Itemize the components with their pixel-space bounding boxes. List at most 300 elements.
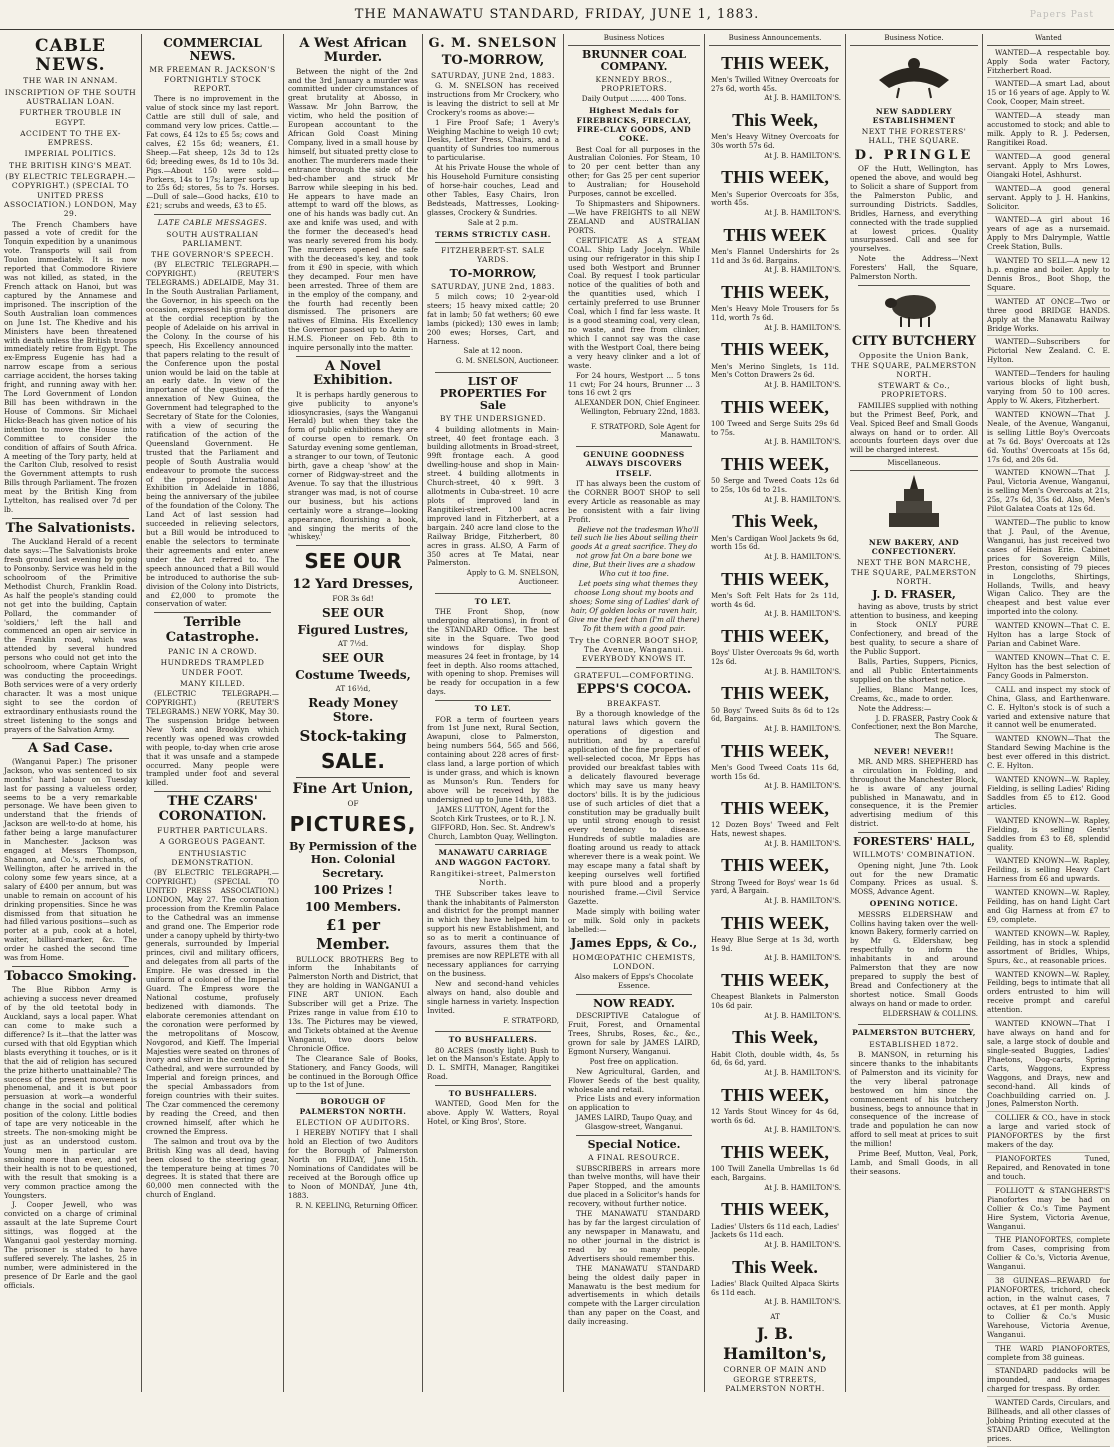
article-body: The French Chambers have passed a vote of credit for the Tonquin expedition by a unanimous vote. Transports will sail from Toulon immediately. It is now reported that Commodore Riviere was not killed, as stated, in the French attack on Hanoi, but was captured by the Annamese and imprisoned. The inscription of the South Australian loan commences on June 1st. The Khedive and his Ministers have been threatened with death unless the British troops immediately retire from Egypt. The ex-Empress Eugenie has had a narrow escape from a serious carriage accident, the horses taking fright, and running away with her. The Lord Government of London Bill has been withdrawn in the House of Commons. Sir Michael Hicks-Beach has given notice of his intention to move the House into Committee to consider the condition of affairs of South Africa. A meeting of the Tory party, held at the Carlton Club, resolved to resist the Government attempts to rush Bills through Parliament. The frozen meat by the British King from Lyttelton, has realised over 7d per lb. [4, 219, 137, 515]
this-week-item: Men's Good Tweed Coats 11s 6d, worth 15s 6d. [711, 763, 839, 781]
subhead: MR FREEMAN R. JACKSON'S FORTNIGHTLY STOCK REPORT. [149, 65, 276, 93]
this-week-attribution: At J. B. HAMILTON'S. [764, 1183, 841, 1192]
this-week-heading: THIS WEEK, [721, 1084, 829, 1105]
wanted-notice: WANTED—A respectable boy. Apply Soda water Factory, Fitzherbert Road. [987, 48, 1110, 79]
wanted-notice: WANTED AT ONCE—Two or three good BRIDGE HANDS. Apply at the Manawatu Railway Bridge Works. [987, 297, 1110, 337]
divider [12, 518, 129, 519]
ad-line: SEE OUR [304, 549, 402, 574]
ad-body: G. M. SNELSON has received instructions from Mr Crockery, who is leaving the district to sell at Mr Crockery's rooms as above:— [427, 80, 559, 117]
divider [576, 667, 692, 668]
subhead: A GORGEOUS PAGEANT. [159, 837, 266, 847]
wanted-notice: WANTED KNOWN—W. Rapley, Fielding, is selling Gents' Saddles from £3 to £8, splendid quality. [987, 816, 1110, 856]
divider [576, 994, 692, 995]
divider [154, 791, 271, 792]
section-title: COMMERCIAL NEWS. [163, 36, 262, 64]
wanted-notice: WANTED Cards, Circulars, and Billheads, and all other classes of Jobbing Printing executed at the STANDARD Office, Wellington prices. [987, 1398, 1110, 1447]
this-week-item: 50 Serge and Tweed Coats 12s 6d to 25s, 10s 6d to 21s. [711, 477, 839, 494]
subhead: ENTHUSIASTIC DEMONSTRATION. [171, 848, 254, 867]
ad-poem: Believe not the tradesman Who'll tell such lie lies About selling their goods At a great sacrifice. They do not grow fat On a bare bone we dine, But their lives are a shadow Who cut it too fine. [570, 524, 699, 579]
ad-line: ESTABLISHED 1872. [869, 1039, 959, 1049]
ad-title: FORESTERS' HALL, [853, 835, 975, 849]
ad-line: Highest Medals for FIREBRICKS, FIRECLAY, FIRE-CLAY GOODS, AND COKE. [576, 106, 692, 144]
ad-line: PICTURES, [289, 811, 417, 836]
this-week-attribution: At J. B. HAMILTON'S. [764, 1240, 841, 1249]
ad-line: By Permission of the Hon. Colonial Secretary. [289, 839, 417, 880]
ad-body: 5 milch cows; 10 2-year-old steers; 15 heavy mixed cattle; 20 fat in lamb; 50 fat wethers; 60 ewe lambs (picked); 130 ewes in lamb; 200 ewes; Horses, Cart, and Harness. [427, 291, 559, 346]
this-week-item: Boys' Ulster Overcoats 9s 6d, worth 12s 6d. [711, 649, 839, 666]
divider [435, 242, 551, 243]
article-body: (BY ELECTRIC TELEGRAPH.—COPYRIGHT.) (REUTER'S TELEGRAMS.) ADELAIDE, May 31. In the South Australian Parliament, the Governor, in his speech on the occasion, expressed his gratification at the cordial reception by the people of Adelaide on his arrival in the Colony. In the course of his speech, His Excellency announced that papers relating to the result of the Conference upon the postal union would be laid on the table at an early date. In view of the importance of the question of the annexation of New Guinea, the Government had telegraphed to the Secretary of State for the Colonies, with a view of securing the ratification of the action of the Queensland Government. He trusted that the Parliament and people of South Australia would endeavour to promote the success of the proposed International Exhibition in Adelaide in 1886, being the anniversary of the jubilee of the foundation of the Colony. The Land Act of last session had succeeded in relieving selectors, but a Bill would be introduced to enable the selectors to terminate their agreements and enter anew under the Act referred to. The speech announced that a Bill would be introduced to authorise the sub-division of the Colony into Districts, and £2,000 to promote the conservation of water. [146, 260, 279, 609]
this-week-heading: THIS WEEK, [721, 625, 829, 646]
ad-line: Figured Lustres, [297, 623, 409, 638]
wanted-notice: WANTED—Tenders for hauling various blocks of light bush, varying from 50 to 100 acres. Apply to W. Akers, Fitzherbert. [987, 369, 1110, 409]
subhead: LATE CABLE MESSAGES. [157, 218, 268, 228]
ad-body: The Clearance Sale of Books, Stationery, and Fancy Goods, will be continued in the Borough Office up to the 1st of June. [288, 1053, 418, 1090]
ad-line: NEXT THE FORESTERS' HALL, THE SQUARE. [861, 127, 967, 146]
divider [435, 1085, 551, 1086]
this-week-item: Men's Flannel Undershirts for 2s 11d and 3s 6d. Bargains. [711, 247, 839, 265]
ad-body: New and second-hand vehicles always on hand, also double and single harness in variety. Inspection Invited. [427, 978, 559, 1015]
ad-line: SEE OUR [321, 606, 385, 621]
column-wanted [983, 34, 1114, 1443]
article-title: Terrible Catastrophe. [165, 615, 260, 645]
ad-line: Sale at 2 p.m. [467, 217, 519, 227]
ad-title: EPPS'S COCOA. [576, 681, 692, 697]
ad-body: having as above, trusts by strict attention to business, and keeping in Stock ONLY PURE Confectionery, and bread of the best quality, to secure a share of the Public Support. [850, 602, 978, 657]
ad-body: THE Front Shop, (now undergoing alterations), in front of the STANDARD Office. The best site in the Square. Two good windows for display. Shop measures 24 feet in frontage, by 14 feet in depth. Also rooms attached, with opening to shop. Premises will be ready for occupation in a few days. [427, 607, 559, 697]
wanted-notice: 38 GUINEAS—REWARD for PIANOFORTES, trichord, check action, in the walnut cases, 7 octaves, at £1 per month. Apply to Collier & Co.'s Music Warehouse, Victoria Avenue, Wanganui. [987, 1276, 1110, 1342]
wanted-notice: WANTED TO SELL—A new 12 h.p. engine and boiler. Apply to Dennis Bros., Boot Shop, the Square. [987, 256, 1110, 296]
wanted-notice: WANTED—A smart Lad, about 15 or 16 years of age. Apply to W. Cook, Cooper, Main street. [987, 79, 1110, 110]
masthead-stamp: Papers Past [1029, 10, 1094, 20]
dateline: (BY ELECTRIC TELEGRAPH.—COPYRIGHT.) (SPECIAL TO UNITED PRESS ASSOCIATION.) LONDON, May 29. [4, 172, 137, 219]
this-week-attribution: At J. B. HAMILTON'S. [764, 552, 841, 561]
this-week-item: Men's Soft Felt Hats for 2s 11d, worth 4s 6d. [711, 591, 839, 609]
ad-signature: F. STRATFORD, Sole Agent for Manawatu. [591, 422, 700, 440]
ad-line: SATURDAY, JUNE 2nd, 1883. [431, 70, 555, 80]
this-week-attribution: At J. B. HAMILTON'S. [764, 208, 841, 217]
ad-line: Opposite the Union Bank, THE SQUARE, PALMERSTON NORTH. [851, 351, 977, 379]
ad-line: Rangitikei-street, Palmerston North. [429, 869, 557, 888]
this-week-heading: THIS WEEK, [721, 281, 829, 302]
ad-title: NEW SADDLERY ESTABLISHMENT [872, 106, 956, 125]
ad-body: FAMILIES supplied with nothing but the Primest Beef, Pork, and Veal. Spiced Beef and Small Goods always on hand or to order. All accounts fourteen days over due will be charged interest. [850, 400, 978, 455]
article-body: (BY ELECTRIC TELEGRAPH.—COPYRIGHT.) (SPECIAL TO UNITED PRESS ASSOCIATION.) LONDON, May 27. The coronation procession from the Kremlin Palace to the Cathedral was an immense and grand one. The Emperior rode under a canopy upheld by thirty-two generals, surrounded by Imperial princes, civil and military officers, and delegates from all parts of the Empire. He was dressed in the uniform of a colonel of the Imperial Guard. The Empress wore the National costume, profusely bedizened with diamonds. The elaborate ceremonies attendant on the coronation were performed by the metropolitans of Moscow, Novgorod, and Kieff. The Imperial Majesties were seated on thrones of ivory and silver in the centre of the Cathedral, and were surrounded by Imperial and foreign princes, and the special Ambassadors from foreign countries with their suites. The Czar commenced the ceremony by reading the Creed, and then crowned himself, after which he crowned the Empress. [146, 868, 279, 1136]
divider [576, 446, 692, 447]
column-cable-news [0, 34, 141, 1390]
ad-line: Fine Art Union, [292, 780, 414, 797]
this-week-heading: THIS WEEK, [721, 797, 829, 818]
divider [435, 593, 551, 594]
wanted-notice: WANTED KNOWN—W. Rapley, Feilding, has in stock a splendid assortment of Bridles, Whips, Spurs, &c., at reasonable prices. [987, 929, 1110, 969]
ad-line: AT 16½d, [335, 683, 371, 693]
column-business-notices [564, 34, 704, 1390]
ad-body: For 24 hours, Westport ... 5 tons 11 cwt; For 24 hours, Brunner ... 3 tons 16 cwt 2 qrs [568, 370, 700, 398]
ad-signature: J. D. FRASER, Pastry Cook & Confectioner, next the Bon Marche, The Square. [851, 714, 978, 740]
wanted-notice: THE WARD PIANOFORTES, complete from 38 guineas. [987, 1344, 1110, 1366]
ad-signature: JAMES LUTTON, Agent for the Scotch Kirk Trustees, or to R. J. N. GIFFORD, Hon. Sec. St. Andrew's Church, Lambton Quay, Wellington. [428, 804, 558, 841]
subhead: MANY KILLED. [179, 678, 246, 688]
section-title: CABLE NEWS. [35, 36, 106, 75]
ad-title: D. PRINGLE [854, 147, 974, 163]
subhead: HUNDREDS TRAMPLED UNDER FOOT. [160, 658, 265, 677]
this-week-attribution: At J. B. HAMILTON'S. [764, 151, 841, 160]
ad-body: 80 ACRES (mostly light) Bush to let on the Manson's Estate. Apply to D. L. SMITH, Manager, Rangitikei Road. [427, 1045, 559, 1082]
ad-line: AT 7½d. [337, 638, 369, 648]
wanted-notice: WANTED KNOWN—That I have always on hand and for sale, a large stock of double and single-seated Buggies, Ladies' Phaetons, Dog-carts, Spring Carts, Waggons, Express Waggons, and Drays, new and second-hand. All kinds of Coachbuilding carried on. J. Jones, Palmerston North. [987, 1019, 1110, 1112]
this-week-attribution: At J. B. HAMILTON'S. [764, 266, 841, 275]
article-body: There is no improvement in the value of stock since my last report. Cattle are still dull of sale, and command very low prices. Cattle.—Fat cows, £4 12s to £5 5s; cows and calves, £2 15s 6d; weaners, £1. Sheep.—Fat sheep, 12s 3d to 12s 6d; breeding ewes, 8s 1d to 10s 3d. Pigs.—About 150 were sold—Porkers, 14s to 17s; larger sorts up to 25s 6d; stores, 5s to 7s. Horses.—Dull of sale—Good hacks, £10 to £21; scrubs and weeds, £3 to £5. [146, 94, 279, 211]
this-week-item: 12 Dozen Boys' Tweed and Felt Hats, newest shapes. [711, 821, 839, 838]
divider [12, 966, 129, 967]
auctioneer-name: G. M. SNELSON [428, 36, 558, 51]
column-snelson [423, 34, 563, 1390]
divider [296, 356, 410, 357]
ad-line: Sale at 12 noon. [463, 346, 523, 356]
article-title: A Novel Exhibition. [313, 359, 393, 389]
wanted-notice: FOLLIOTT & STANGHERST'S Pianofortes may be had on Collier & Co.'s Time Payment Hire System, Victoria Avenue, Wanganui. [987, 1186, 1110, 1235]
ad-line: WILLMOTS' COMBINATION. [852, 850, 976, 860]
ad-body: Best Coal for all purposes in the Australian Colonies. For Steam, 10 to 20 per cent better than any other; for Gas 25 per cent superior to Australian; for Household Purposes, cannot be excelled. [568, 144, 700, 199]
ad-line: SATURDAY, JUNE 2nd, 1883. [431, 281, 555, 291]
ad-line: OF [347, 799, 359, 809]
article-body: Between the night of the 2nd and the 3rd January a murder was committed under circumstances of great brutality at Abosso, in Wassaw. Mr John Barrow, the victim, who held the position of European accountant to the African Gold Coast Mining Company, lived in a small house by himself, but situated pretty close to another. The murderers made their entrance through the side of the bed-chamber and struck Mr Barrow while sleeping in his bed. He appears to have made an attempt to ward off the blows, as one of his hands was badly cut. An axe and knife was used, and with the former the deceased's head was nearly severed from his body. The murderers opened the safe with the deceased's key, and took from it £90 in specie, with which they decamped. Four men have been arrested. Three of them are in the employ of the company, and the fourth had recently been dismissed. The prisoners are natives of Elmina. His Excellency the Governor passed up to Axim in H.M.S. Pioneer on Feb. 8th to inquire personally into the matter. [288, 66, 418, 353]
this-week-heading: THIS WEEK, [721, 1199, 829, 1220]
ad-body: CERTIFICATE AS A STEAM COAL. Ship Lady Jocelyn. While using our refrigerator in this ship I used both Westport and Brunner Coal. By request I took particular notice of the qualities of both and the quantities used, which I certainly preferred to use Brunner Coal, which I find far less waste. It is a good steaming coal, very clean, no waste, and free from clinker, which I cannot say was the case with the Westport Coal, there being a very heavy clinker and a lot of waste. [568, 235, 700, 370]
this-week-heading: This Week, [732, 1027, 818, 1048]
article-body: It is perhaps hardly generous to give publicity to anyone's idiosyncrasies, (says the Wanganui Herald) but when they take the form of public exhibitions they are of course open to remark. On Saturday evening some gentleman, a stranger to our town, of Teutonic birth, gave a cheap 'show' at the corner of Ridgway-street and the Avenue. To say that the illustrious stranger was mad, is not of course our business, but his actions certainly wore a strange—looking appearance, flourishing a book, and singing the merits of the 'whiskey.' [288, 389, 418, 542]
ad-line: Also makers of Epps's Chocolate Essence. [574, 972, 694, 991]
ad-body: Note the Address—'Next Foresters' Hall, the Square, Palmerston North. [850, 254, 978, 282]
column-caption: Business Notice. [850, 34, 978, 46]
ad-body: OF the Hutt, Wellington, has opened the above, and would beg to Solicit a share of Support from the Palmerston Public, and surrounding Districts. Saddles, Bridles, Harness, and everything connected with the trade supplied at lowest prices. Quality unsurpassed. Call and see for yourselves. [850, 164, 978, 254]
this-week-item: Men's Twilled Witney Overcoats for 27s 6d, worth 45s. [711, 75, 839, 93]
this-week-heading: This Week. [732, 1256, 818, 1277]
ad-body: MESSRS ELDERSHAW and Collins having taken over the well-known Bakery, formerly carried on by Mr G. Eldershaw, beg respectfully to inform the inhabitants in and around Palmerston that they are now prepared to supply the best of Bread and Confectionery at the shortest notice. Small Goods always on hand or made to order. [850, 909, 978, 1008]
this-week-item: Cheapest Blankets in Palmerston 10s 6d pair. [711, 993, 839, 1010]
this-week-heading: THIS WEEK, [721, 855, 829, 876]
this-week-item: Men's Heavy Mole Trousers for 5s 11d, worth 7s 6d. [711, 305, 839, 322]
this-week-item: Strong Tweed for Boys' wear 1s 6d yard, A Bargain. [711, 878, 839, 896]
divider [296, 545, 410, 546]
subhead: INSCRIPTION OF THE SOUTH AUSTRALIAN LOAN. [4, 87, 137, 106]
ad-body: WANTED, Good Men for the above. Apply W. Watters, Royal Hotel, or King Bros', Store. [427, 1099, 559, 1127]
ad-line: KENNEDY BROS., PROPRIETORS. [595, 74, 673, 94]
ad-body: DESCRIPTIVE Catalogue of Fruit, Forest, and Ornamental Trees, Shrubs, Roses, &c., &c., grown for sale by JAMES LAIRD, Egmont Nursery, Wanganui. [568, 1011, 700, 1056]
article-body: (ELECTRIC TELEGRAPH.—COPYRIGHT.) (REUTER'S TELEGRAMS.) NEW YORK, May 30. The suspension bridge between New York and Brooklyn which recently was opened was crowded with people, to-day when crie arose that it was unsafe and a stampede occurred. Many people were trampled under foot and several killed. [146, 689, 279, 788]
this-week-attribution: At J. B. HAMILTON'S. [764, 1298, 841, 1307]
divider [154, 612, 271, 613]
this-week-heading: THIS WEEK, [721, 339, 829, 360]
wanted-notice: WANTED KNOWN—That C. E. Hylton has a large Stock of Parian and Cabinet Ware. [987, 621, 1110, 652]
ad-body: B. MANSON, in returning his sincere thanks to the inhabitants of Palmerston and its vicinity for the very liberal patronage bestowed on him since the commencement of his butchery business, begs to announce that in consequence of the increase of trade and population he can now afford to sell meat at prices to suit the million! [850, 1050, 978, 1149]
wanted-notice: WANTED KNOWN—W. Rapley, Feilding, begs to intimate that all orders entrusted to him will receive prompt and careful attention. [987, 970, 1110, 1019]
this-week-attribution: At J. B. HAMILTON'S. [764, 610, 841, 619]
notice-title: BOROUGH OF PALMERSTON NORTH. [299, 1097, 407, 1116]
divider [435, 372, 551, 373]
divider [435, 844, 551, 845]
ad-line: Stock-taking [299, 727, 407, 746]
column-saddlery [846, 34, 982, 1390]
ad-title: PALMERSTON BUTCHERY, [852, 1028, 976, 1038]
ad-body: Prime Beef, Mutton, Veal, Pork, Lamb, and Small Goods, in all their seasons. [850, 1149, 978, 1176]
ad-title: Special Notice. [587, 1138, 681, 1152]
this-week-heading: THIS WEEK, [721, 52, 829, 73]
subhead: THE WAR IN ANNAM. [23, 76, 118, 86]
cake-icon [874, 473, 954, 533]
ad-title: GENUINE GOODNESS ALWAYS DISCOVERS ITSELF. [583, 450, 685, 478]
saddle-icon [869, 50, 959, 100]
this-week-attribution: At J. B. HAMILTON'S. [764, 323, 841, 332]
ad-line: A FINAL RESOURCE. [588, 1153, 680, 1163]
this-week-heading: THIS WEEK, [721, 740, 829, 761]
wanted-notice: WANTED KNOWN—That J. Paul, Victoria Avenue, Wanganui, is selling Men's Overcoats at 21s, 25s, 27s 6d, 35s 6d. Also, Men's Pilot Galatea Coats at 12s 6d. [987, 468, 1110, 517]
article-title: Tobacco Smoking. [4, 969, 137, 985]
ad-line: 12 Yard Dresses, [292, 577, 414, 593]
ad-title: TO BUSHFALLERS. [448, 1089, 538, 1099]
this-week-attribution: At J. B. HAMILTON'S. [764, 1126, 841, 1135]
wanted-notice: CALL and inspect my stock of China, Glass, and Earthenware. C. E. Hylton's stock is of such a varied and extensive nature that it cannot well be enumerated. [987, 685, 1110, 734]
ad-body: BULLOCK BROTHERS Beg to inform the Inhabitants of Palmerston North and District, that they are holding in WANGANUI a FINE ART UNION. Each Subscriber will get a Prize. The Prizes range in value from £10 to 13s. The Pictures may be viewed, and Tickets obtained at the Avenue Wanganui, two doors below Chronicle Office. [288, 954, 418, 1053]
this-week-item: Heavy Blue Serge at 1s 3d, worth 1s 9d. [711, 935, 839, 953]
wanted-list [987, 48, 1110, 1447]
wanted-notice: WANTED—A good general servant. Apply to J. H. Hankins, Solicitor. [987, 184, 1110, 215]
notice-signature: R. N. KEELING, Returning Officer. [295, 1201, 418, 1210]
wanted-notice: WANTED KNOWN—W. Rapley, Feilding, is selling Heavy Cart Harness from £6 and upwards. [987, 856, 1110, 887]
masthead [0, 0, 1114, 30]
notice-subtitle: ELECTION OF AUDITORS. [296, 1117, 410, 1127]
masthead-title: THE MANAWATU STANDARD, FRIDAY, JUNE 1, 1883. [354, 7, 760, 22]
this-week-heading: THIS WEEK, [721, 396, 829, 417]
article-title: THE CZARS' CORONATION. [158, 794, 267, 824]
ad-line: TO-MORROW, [449, 266, 537, 280]
this-week-item: 100 Twill Zanella Umbrellas 1s 6d each, Bargains. [711, 1165, 839, 1182]
wanted-notice: THE PIANOFORTES, complete from Cases, comprising from Collier & Co.'s, Victoria Avenue, Wanganui. [987, 1235, 1110, 1275]
ad-body: To Shipmasters and Shipowners.—We have FREIGHTS to all NEW ZEALAND and AUSTRALIAN PORTS. [568, 199, 700, 235]
ad-body: Made simply with boiling water or milk. Sold only in packets labelled:— [568, 906, 700, 934]
ad-title: OPENING NOTICE. [869, 899, 959, 909]
this-week-attribution: At J. B. HAMILTON'S. [764, 438, 841, 447]
column-caption: Business Notices [568, 34, 700, 46]
ad-body: FOR a term of fourteen years from 1st June next, Rural Section, Awapuni, close to Palmerston, being numbers 564, 565 and 566, containing about 228 acres of first-class land, a large portion of which is under grass, and which is known as Munson's Run. Tenders for above will be received by the undersigned up to June 14th, 1883. [427, 714, 559, 804]
ad-body: 4 building allotments in Main-street, 40 feet frontage each. 3 building allotments in Broad-street, 99ft frontage each. A good dwelling-house and shop in Main-street. 4 building allotments in Church-street, 40 x 99ft. 3 allotments in Cuba-street. 10 acre plots of improved land in Rangitikei-street. 100 acres improved land in Fitzherbert, at a bargain. 240 acre land close to the Railway Bridge, Fitzherbert, 80 acres in grass. ALSO, A Farm of 350 acres at Te Matai, near Palmerston. [427, 424, 559, 568]
ad-title: NEVER! NEVER!! [873, 746, 955, 756]
this-week-item: Men's Heavy Witney Overcoats for 30s worth 57s 6d. [711, 133, 839, 150]
article-body: The Blue Ribbon Army is achieving a success never dreamed of by the old teetotal body in Auckland, says a local paper. What can come to make such a difference? Is it—that the latter was cursed with that old Egyptian which blasts everything it touches, or is it that the aid of religion has secured the prize hitherto unattainable? The success of the present movement is phenomenal, and it is but poor persuasion at work—a wonderful change in the social and political position of the colony. Little bodies of tape are very noticeable in the streets. The non-smoking might be just as an understood custom. Young men in particular are smoking more than ever, and yet their health is not to be questioned, with the result that smoking is a very common practice among the Youngsters. [4, 985, 137, 1200]
ad-signature: Apply to G. M. SNELSON, Auctioneer. [466, 569, 559, 587]
ad-poem: Let poets sing what themes they choose Long shout my boots and shoes; Some sing of Ladies' dark of hair, Of golden locks or raven hair, Give me the feet than (I'm all there) To fit them with a good pair. [568, 579, 700, 633]
divider [154, 214, 271, 215]
ad-line: 100 Prizes ! [313, 882, 393, 897]
this-week-attribution: At J. B. HAMILTON'S. [764, 94, 841, 103]
ad-signature: ALEXANDER DON, Chief Engineer. Wellington, February 22nd, 1883. [574, 399, 700, 417]
this-week-item: Ladies' Black Quilted Alpaca Skirts 6s 11d each. [711, 1279, 839, 1297]
wanted-notice: STANDARD paddocks will be impounded, and damages charged for trespass. By order. [987, 1366, 1110, 1397]
divider [858, 1024, 970, 1025]
ad-line: FITZHERBERT-ST. SALE YARDS. [441, 245, 545, 265]
column-west-african [284, 34, 422, 1390]
article-body: J. Cooper Jewell, who was convicted on a charge of criminal assault at the late Supreme Court sittings, was flogged at the Wanganui gaol yesterday morning. The prisoner is stated to have suffered severely. The lashes, 25 in number, were administered in the presence of Dr Earle and the gaol officials. [4, 1200, 137, 1290]
ad-title: BRUNNER COAL COMPANY. [581, 47, 687, 73]
ad-line: STEWART & Co., PROPRIETORS. [877, 381, 951, 400]
wanted-notice: WANTED KNOWN—W. Rapley, Feilding, has on hand Light Cart and Gig Harness at from £7 to £9, complete. [987, 888, 1110, 928]
subhead: FURTHER TROUBLE IN EGYPT. [19, 108, 122, 127]
this-week-heading: THIS WEEK [723, 224, 827, 245]
divider [858, 285, 970, 286]
ad-body: Price Lists and every information on application to [568, 1094, 700, 1113]
ad-line: CORNER OF MAIN AND GEORGE STREETS, PALMERSTON NORTH. [723, 1365, 827, 1394]
wanted-notice: WANTED—Subscribers for Pictorial New Zealand. C. E. Hylton. [987, 337, 1110, 368]
ad-title: NEW BAKERY, AND CONFECTIONERY. [868, 537, 960, 557]
ad-body: Jellies, Blanc Mange, Ices, Creams, &c., made to order. [850, 684, 978, 703]
this-week-attribution: At J. B. HAMILTON'S. [764, 954, 841, 963]
this-week-item: 12 Yards Stout Wincey for 4s 6d, worth 6s 6d. [711, 1107, 839, 1125]
this-week-list [709, 52, 841, 1307]
wanted-notice: WANTED—A steady man accustomed to stock; and able to milk. Apply to R. J. Pedersen, Rangitikei Road. [987, 111, 1110, 151]
this-week-item: 50 Boys' Tweed Suits 8s 6d to 12s 6d, Bargains. [711, 706, 839, 724]
ad-line: FOR 3s 6d! [332, 594, 374, 604]
divider [435, 700, 551, 701]
wanted-notice: COLLIER & CO., have in stock a large and varied stock of PIANOFORTES by the first makers of the day. [987, 1113, 1110, 1153]
this-week-heading: This Week, [732, 511, 818, 532]
wanted-notice: WANTED KNOWN—W. Rapley, Fielding, is selling Ladies' Riding Saddles from £5 to £12. Good articles. [987, 775, 1110, 815]
wanted-notice: WANTED—The public to know that J. Paul, of the Avenue, Wanganui, has just received two cases of Heinas Erie. Cabinet prices for Sovereign Mills, Preston, consisting of 79 pieces in Longcloths, Shirtings, Hollands, Twills, and heavy Wigan Calico. They are the cheapest and best value ever imported into the colony. [987, 518, 1110, 620]
column-caption: Business Announcements. [709, 34, 841, 46]
ad-signature: F. STRATFORD, [503, 1016, 559, 1025]
this-week-item: 100 Tweed and Serge Suits 29s 6d to 75s. [711, 419, 839, 437]
article-title: The Salvationists. [5, 520, 136, 536]
article-title: A West African Murder. [299, 36, 407, 66]
ad-line: BY THE UNDERSIGNED. [440, 414, 546, 424]
ad-title: J. B. Hamilton's, [723, 1323, 827, 1363]
this-week-item: Men's Superior Overcoats for 35s, worth 45s. [711, 190, 839, 208]
ad-title: CITY BUTCHERY [851, 333, 977, 349]
wanted-notice: WANTED—A good general servant. Apply to Mrs Lowes, Oiangaki Hotel, Ashhurst. [987, 152, 1110, 183]
this-week-heading: THIS WEEK, [721, 683, 829, 704]
this-week-heading: THIS WEEK, [721, 1141, 829, 1162]
ad-body: Opening night, June 7th. Look out for the new Dramatic Company. Prices as usual. S. MOSS, Advance Agent. [850, 860, 978, 897]
this-week-attribution: At J. B. HAMILTON'S. [764, 1068, 841, 1077]
ad-title: TO LET. [474, 596, 512, 606]
divider [12, 738, 129, 739]
ad-signature: JAMES LAIRD, Taupo Quay, and Glasgow-street, Wanganui. [575, 1113, 693, 1132]
ad-line: Post free on application. [589, 1056, 679, 1066]
ad-body: THE MANAWATU STANDARD being the oldest daily paper in Manawatu is the best medium for advertisements in which details compete with the Larger circulation than any paper on the Coast, and daily increasing. [568, 1263, 700, 1327]
ad-body: Note the Address:— [858, 703, 932, 713]
this-week-attribution: At J. B. HAMILTON'S. [764, 724, 841, 733]
this-week-attribution: At J. B. HAMILTON'S. [764, 380, 841, 389]
wanted-notice: WANTED—A girl about 16 years of age as a nursemaid. Apply to Mrs Dalrymple, Wattle Creek Station, Bulls. [987, 215, 1110, 255]
ad-body: By a thorough knowledge of the natural laws which govern the operations of digestion and nutrition, and by a careful application of the fine properties of well-selected cocoa, Mr Epps has provided our breakfast tables with a delicately flavoured beverage which may save us many heavy doctors' bills. It is by the judicious use of such articles of diet that a constitution may be gradually built up until strong enough to resist every tendency to disease. Hundreds of subtle maladies are floating around us ready to attack wherever there is a weak point. We may escape many a fatal shaft by keeping ourselves well fortified with pure blood and a properly nourished frame.—Civil Service Gazette. [568, 709, 700, 906]
divider [435, 1031, 551, 1032]
ad-line: 100 Members. [304, 899, 402, 914]
subhead: SOUTH AUSTRALIAN PARLIAMENT. [166, 229, 259, 248]
ad-body: IT has always been the custom of the CORNER BOOT SHOP to sell every Article as reasonable as may be consistent with a fair living Profit. [568, 478, 700, 524]
this-week-item: Men's Cardigan Wool Jackets 9s 6d, worth 15s 6d. [711, 534, 839, 552]
this-week-attribution: At J. B. HAMILTON'S. [764, 839, 841, 848]
article-body: The Auckland Herald of a recent date says:—The Salvationists broke fresh ground last evening by going to Ponsonby. Service was held in the schoolroom of the Primitive Methodist Church, Franklin Road. As half the people's standing could not get into the building, Captain Pollard, the commander of 'soldiers,' left the hall and commenced an open air service in the Franklin road, which was attended by several hundred persons who could not get into the schoolroom, where Captain Wright was conducting the proceedings. Both services were of a very orderly character. It was a most unique sight to see the cordon of extraordinary enthusiasts round the street listening to the songs and prayers of the Salvation Army. [4, 537, 137, 734]
ad-body: MR. AND MRS. SHEPHERD has a circulation in Folding, and throughout the Manchester Block, he is aware of any journal published in Manawatu, and in consequence, it is the Premier advertising medium of this district. [850, 756, 978, 829]
divider [296, 777, 410, 778]
divider [576, 1135, 692, 1136]
ad-title: J. D. FRASER, [872, 588, 956, 602]
ad-body: Balls, Parties, Suppers, Picnics, and all Public Entertainments supplied on the shortest notice. [850, 657, 978, 684]
divider [296, 1093, 410, 1094]
ad-title: MANAWATU CARRIAGE AND WAGGON FACTORY. [435, 848, 551, 867]
ad-line: BREAKFAST. [606, 699, 662, 709]
subhead: ACCIDENT TO THE EX-EMPRESS. [20, 128, 121, 148]
wanted-notice: WANTED KNOWN—That C. E. Hylton has the best selection of Fancy Goods in Palmerston. [987, 653, 1110, 684]
ad-body: At his Private House the whole of his Household Furniture consisting of horse-hair couches, Lead and other Tables, Easy Chairs, Iron Bedsteads, Mattresses, Looking-glasses, Crockery & Sundries. [427, 163, 559, 217]
this-week-heading: THIS WEEK, [721, 969, 829, 990]
ad-body: New Agricultural, Garden, and Flower Seeds of the best quality, wholesale and retail. [568, 1066, 700, 1094]
article-body: (Wanganui Paper.) The prisoner Jackson, who was sentenced to six months' hard labour on Tuesday last for passing a valueless order, seems to be a very remarkable personage. We have been given to understand that the friends of Jackson are well-to-do at home, his father being a large manufacturer in Manchester. Jackson was engaged at Messrs Thompson, Shannon, and Co.'s, merchants, of Wellington, after he arrived in the colony some few years since, at a salary of £400 per annum, but was unable to remain on account of his drinking propensities. Since he was dismissed from that situation he had filled various positions—such as porter at a pub, cook at a hotel, waiter, billiard-marker, &c. The order he cashed the second time was from Home. [4, 756, 137, 963]
column-commercial-news [142, 34, 283, 1390]
this-week-attribution: At J. B. HAMILTON'S. [764, 495, 841, 504]
this-week-heading: This Week, [732, 110, 818, 130]
this-week-attribution: At J. B. HAMILTON'S. [764, 1011, 841, 1020]
wedding-cake-illustration [850, 473, 978, 536]
subhead: IMPERIAL POLITICS. [24, 149, 117, 159]
wanted-notice: PIANOFORTES Tuned, Repaired, and Renovated in tone and touch. [987, 1154, 1110, 1185]
divider [858, 832, 970, 833]
ad-line: GRATEFUL—COMFORTING. [573, 670, 695, 680]
ad-line: SALE. [321, 748, 385, 773]
this-week-item: Habit Cloth, double width, 4s, 5s 6d, 6s 6d, yard. [711, 1050, 839, 1068]
this-week-item: Men's Merino Singlets, 1s 11d. Men's Cotton Drawers 2s 6d. [711, 362, 839, 380]
wanted-notice: WANTED KNOWN—That J. Neale, of the Avenue, Wanganui, is selling Little Boy's Overcoats at 7s 6d. Boys' Overcoats at 12s 6d. Youths' Overcoats at 15s 6d, 17s 6d, and 20s 6d. [987, 410, 1110, 468]
ad-body: THE Subscriber takes leave to thank the inhabitants of Palmerston and district for the prompt manner in which they have helped him to support his new Establishment, and so as to merit a continuance of favours, assures them that the premises are now REPLETE with all necessary appliances for carrying on the business. [427, 888, 559, 978]
ad-line: TO-MORROW, [441, 53, 545, 69]
ad-line: AT [770, 1311, 780, 1321]
ad-title: TO BUSHFALLERS. [448, 1035, 538, 1045]
saddle-illustration [850, 50, 978, 103]
subhead: PANIC IN A CROWD. [167, 646, 257, 656]
ad-line: HOMŒOPATHIC CHEMISTS, LONDON. [572, 952, 696, 971]
ad-title: TO LET. [474, 704, 512, 714]
ad-line: Daily Output ........ 400 Tons. [581, 94, 687, 104]
subhead: THE BRITISH KING'S MEAT. [9, 160, 132, 170]
ad-line: £1 per Member. [316, 916, 390, 953]
this-week-attribution: At J. B. HAMILTON'S. [764, 782, 841, 791]
ad-title: NOW READY. [593, 997, 675, 1011]
ad-body: SUBSCRIBERS in arrears more than twelve months, will have their Paper Stopped, and the amounts due placed in a Solicitor's hands for recovery, without further notice. [568, 1163, 700, 1209]
ad-title: LIST OF PROPERTIES For Sale [439, 375, 547, 413]
ad-line: Try the CORNER BOOT SHOP, The Avenue, Wanganui. EVERYBODY KNOWS IT. [569, 635, 699, 664]
this-week-attribution: At J. B. HAMILTON'S. [764, 896, 841, 905]
article-title: A Sad Case. [28, 740, 113, 756]
this-week-heading: THIS WEEK, [721, 568, 829, 589]
subhead: THE GOVERNOR'S SPEECH. [151, 250, 274, 260]
column-this-week [705, 34, 845, 1394]
ad-body: 1 Fire Proof Safe; 1 Avery's Weighing Machine to weigh 10 cwt; Desks, Letter Press, Chairs, and a quantity of Sundries too numerous to particularise. [427, 117, 559, 163]
this-week-attribution: At J. B. HAMILTON'S. [764, 667, 841, 676]
ad-line: TERMS STRICTLY CASH. [435, 229, 551, 239]
column-caption: Miscellaneous. [850, 456, 978, 471]
this-week-item: Ladies' Ulsters 6s 11d each, Ladies' Jackets 6s 11d each. [711, 1222, 839, 1240]
this-week-heading: THIS WEEK, [721, 167, 829, 188]
ad-line: NEXT THE BON MARCHE, THE SQUARE, PALMERSTON NORTH. [851, 558, 977, 587]
sheep-illustration [850, 289, 978, 332]
column-caption: Wanted [987, 34, 1110, 46]
sheep-icon [879, 289, 949, 329]
this-week-heading: THIS WEEK, [721, 453, 829, 474]
subhead: FURTHER PARTICULARS. [157, 825, 268, 835]
ad-body: THE MANAWATU STANDARD has by far the largest circulation of any newspaper in Manawatu, and no other journal in the district is read by so many people. Advertisers should remember this. [568, 1209, 700, 1263]
ad-line: SEE OUR [321, 650, 385, 665]
ad-line: Ready Money Store. [308, 695, 398, 725]
ad-signature: ELDERSHAW & COLLINS. [882, 1009, 978, 1018]
